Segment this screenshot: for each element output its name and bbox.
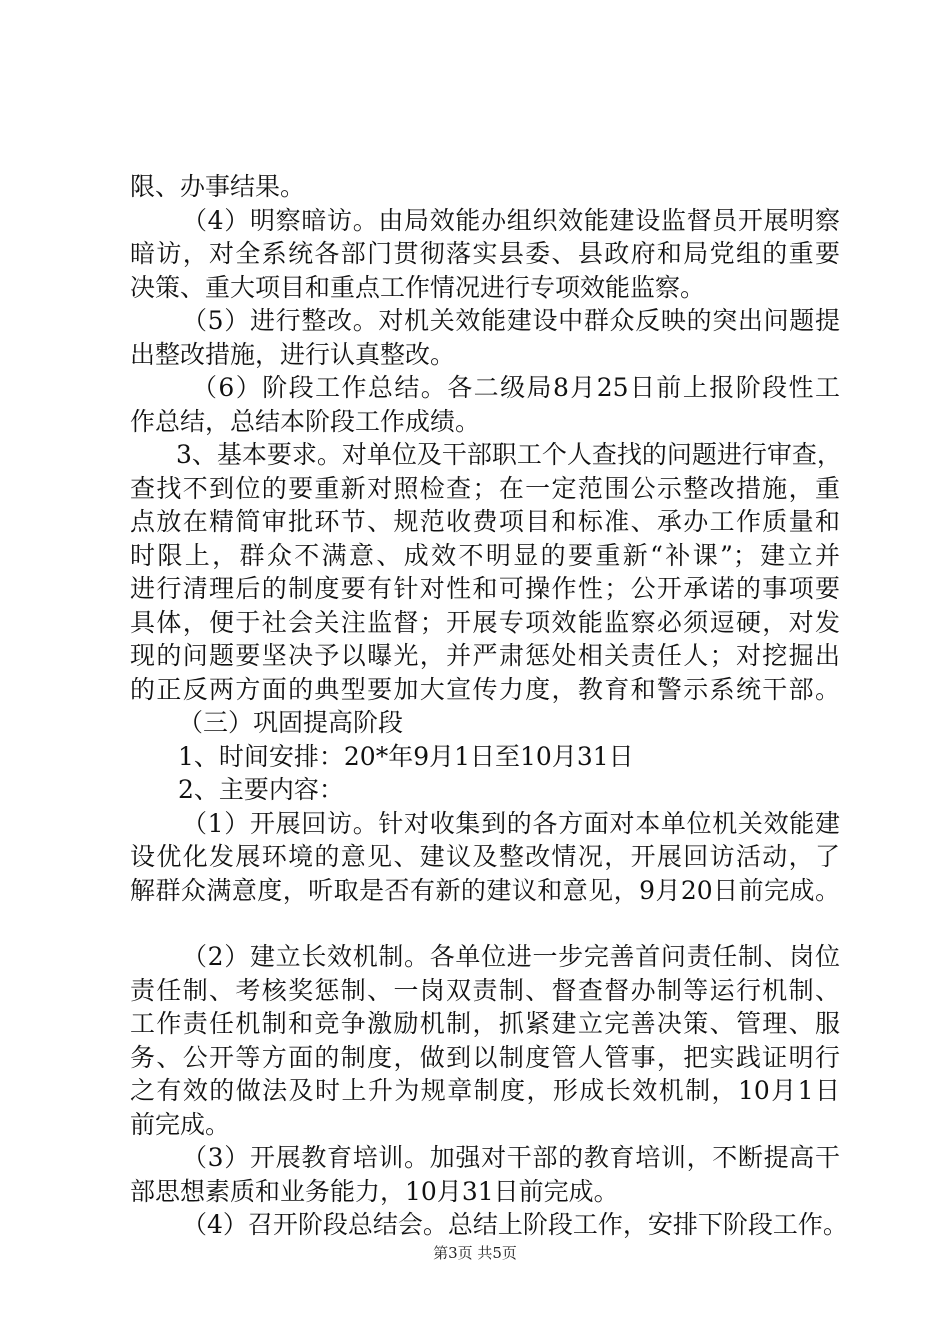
paragraph-gap bbox=[130, 907, 840, 940]
text-line: 现的问题要坚决予以曝光，并严肃惩处相关责任人；对挖掘出 bbox=[130, 641, 840, 670]
text-line: 设优化发展环境的意见、建议及整改情况，开展回访活动，了 bbox=[130, 842, 840, 871]
text-line: 前完成。 bbox=[130, 1109, 231, 1139]
section-heading: （三）巩固提高阶段 bbox=[178, 708, 404, 737]
text-line: 解群众满意度，听取是否有新的建议和意见，9月20日前完成。 bbox=[130, 875, 840, 905]
text-line: 出整改措施，进行认真整改。 bbox=[130, 339, 456, 369]
text-line: （1）开展回访。针对收集到的各方面对本单位机关效能建 bbox=[182, 808, 840, 838]
text-line: （5）进行整改。对机关效能建设中群众反映的突出问题提 bbox=[182, 306, 840, 335]
text-line: 1、时间安排：20*年9月1日至10月31日 bbox=[178, 741, 634, 771]
text-line: 查找不到位的要重新对照检查；在一定范围公示整改措施，重 bbox=[130, 473, 840, 503]
text-line: 的正反两方面的典型要加大宣传力度，教育和警示系统干部。 bbox=[130, 674, 840, 704]
text-line: 进行清理后的制度要有针对性和可操作性；公开承诺的事项要 bbox=[130, 574, 840, 603]
text-line: 暗访，对全系统各部门贯彻落实县委、县政府和局党组的重要 bbox=[130, 239, 840, 268]
text-line: 责任制、考核奖惩制、一岗双责制、督查督办制等运行机制、 bbox=[130, 975, 840, 1005]
text-line: 2、主要内容： bbox=[178, 775, 344, 804]
page-number-footer: 第3页 共5页 bbox=[433, 1244, 517, 1262]
text-line: 作总结，总结本阶段工作成绩。 bbox=[130, 406, 481, 436]
text-line: 之有效的做法及时上升为规章制度，形成长效机制，10月1日 bbox=[130, 1076, 840, 1105]
text-line: 点放在精简审批环节、规范收费项目和标准、承办工作质量和 bbox=[130, 507, 840, 536]
text-line: 限、办事结果。 bbox=[130, 172, 306, 201]
text-line: 部思想素质和业务能力，10月31日前完成。 bbox=[130, 1176, 619, 1206]
text-line: 决策、重大项目和重点工作情况进行专项效能监察。 bbox=[130, 272, 706, 302]
text-line: （2）建立长效机制。各单位进一步完善首问责任制、岗位 bbox=[182, 942, 840, 971]
text-line: 具体，便于社会关注监督；开展专项效能监察必须逗硬，对发 bbox=[130, 607, 840, 637]
document-body bbox=[130, 170, 848, 1242]
text-line: 时限上，群众不满意、成效不明显的要重新“补课”；建立并 bbox=[130, 540, 840, 570]
text-line: （6）阶段工作总结。各二级局8月25日前上报阶段性工 bbox=[192, 373, 840, 402]
text-line: （4）召开阶段总结会。总结上阶段工作，安排下阶段工作。 bbox=[182, 1210, 848, 1239]
text-line: 工作责任机制和竞争激励机制，抓紧建立完善决策、管理、服 bbox=[130, 1009, 840, 1038]
text-line: （4）明察暗访。由局效能办组织效能建设监督员开展明察 bbox=[182, 205, 840, 235]
text-line: 3、基本要求。对单位及干部职工个人查找的问题进行审查， bbox=[176, 440, 842, 469]
text-line: （3）开展教育培训。加强对干部的教育培训，不断提高干 bbox=[182, 1143, 840, 1172]
text-line: 务、公开等方面的制度，做到以制度管人管事，把实践证明行 bbox=[130, 1042, 840, 1072]
